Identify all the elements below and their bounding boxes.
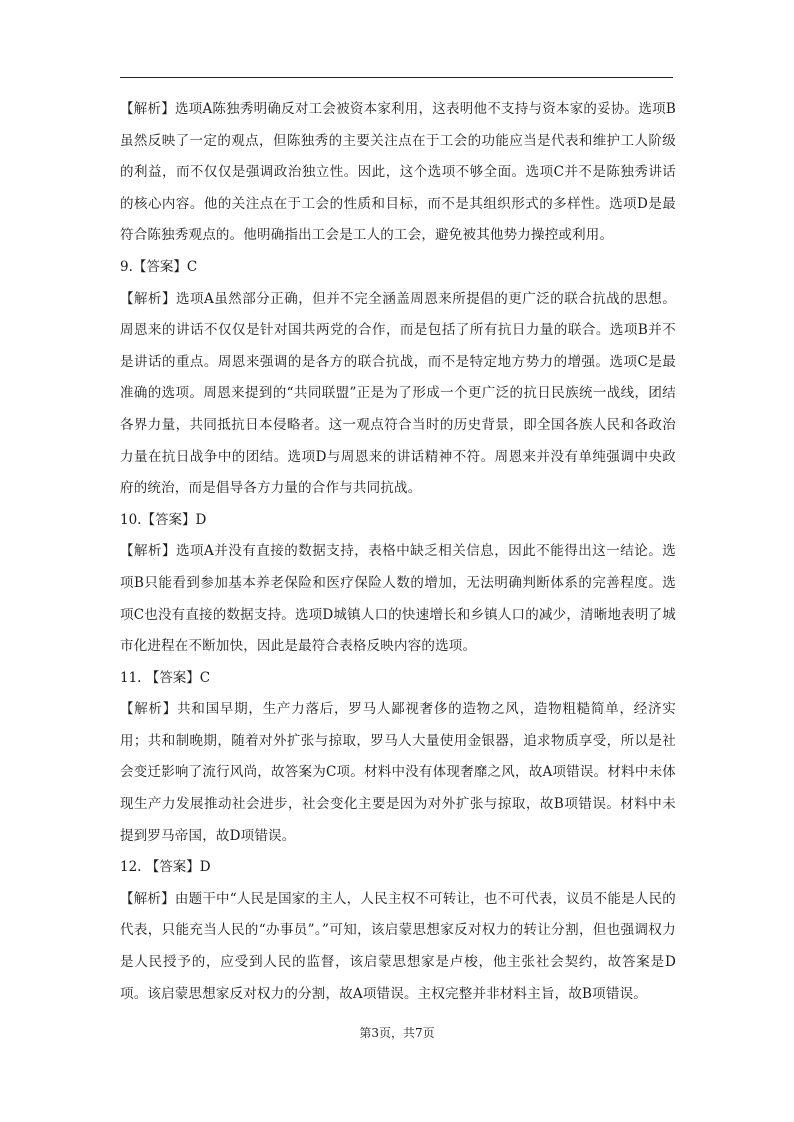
answer-q12: 12. 【答案】D	[120, 859, 211, 876]
answer-q11: 11. 【答案】C	[120, 669, 211, 686]
answer-q9: 9.【答案】C	[120, 258, 198, 275]
explanation-q8: 【解析】选项A陈独秀明确反对工会被资本家利用，这表明他不支持与资本家的妥协。选项B虽然反映了一定的观点，但陈独秀的主要关注点在于工会的功能应当是代表和维护工人阶级的利益，而不仅仅是强调政治独立性。因此，这个选项不够全面。选项C并不是陈独秀讲话的核心内容。他的关注点在于工会的性质和目标，而不是其组织形式的多样性。选项D是最符合陈独秀观点的。他明确指出工会是工人的工会，避免被其他势力操控或利用。	[120, 101, 676, 244]
header-rule	[120, 77, 673, 78]
explanation-q9: 【解析】选项A虽然部分正确，但并不完全涵盖周恩来所提倡的更广泛的联合抗战的思想。周恩来的讲话不仅仅是针对国共两党的合作，而是包括了所有抗日力量的联合。选项B并不是讲话的重点。周恩来强调的是各方的联合抗战，而不是特定地方势力的增强。选项C是最准确的选项。周恩来提到的“共同联盟”正是为了形成一个更广泛的抗日民族统一战线，团结各界力量，共同抵抗日本侵略者。这一观点符合当时的历史背景，即全国各族人民和各政治力量在抗日战争中的团结。选项D与周恩来的讲话精神不符。周恩来并没有单纯强调中央政府的统治，而是倡导各方力量的合作与共同抗战。	[120, 290, 676, 497]
explanation-q10: 【解析】选项A并没有直接的数据支持，表格中缺乏相关信息，因此不能得出这一结论。选项B只能看到参加基本养老保险和医疗保险人数的增加，无法明确判断体系的完善程度。选项C也没有直接的数据支持。选项D城镇人口的快速增长和乡镇人口的减少，清晰地表明了城市化进程在不断加快，因此是最符合表格反映内容的选项。	[120, 543, 676, 655]
answer-q10: 10.【答案】D	[120, 511, 207, 528]
explanation-q12: 【解析】由题干中“人民是国家的主人，人民主权不可转让，也不可代表，议员不能是人民的代表，只能充当人民的“办事员”。”可知，该启蒙思想家反对权力的转让分割，但也强调权力是人民授予的，应受到人民的监督，该启蒙思想家是卢梭，他主张社会契约，故答案是D项。该启蒙思想家反对权力的分割，故A项错误。主权完整并非材料主旨，故B项错误。	[120, 890, 676, 1002]
page-number: 第3页，共7页	[359, 1026, 435, 1040]
page-content	[120, 94, 676, 1010]
explanation-q11: 【解析】共和国早期，生产力落后，罗马人鄙视奢侈的造物之风，造物粗糙简单，经济实用；共和制晚期，随着对外扩张与掠取，罗马人大量使用金银器，追求物质享受，所以是社会变迁影响了流行风尚，故答案为C项。材料中没有体现奢靡之风，故A项错误。材料中未体现生产力发展推动社会进步，社会变化主要是因为对外扩张与掠取，故B项错误。材料中未提到罗马帝国，故D项错误。	[120, 701, 676, 844]
